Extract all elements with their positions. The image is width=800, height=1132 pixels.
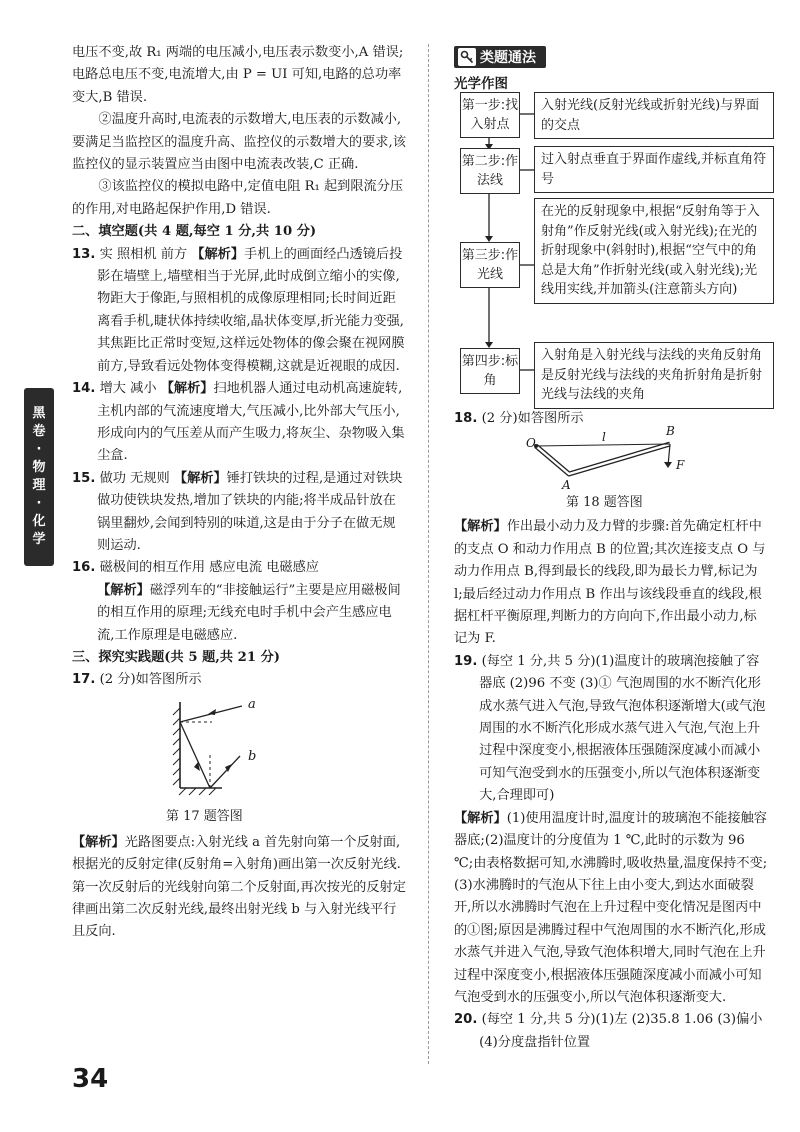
fig17-caption: 第 17 题答图 <box>166 808 243 824</box>
step-1-desc: 入射光线(反射光线或折射光线)与界面的交点 <box>534 92 774 139</box>
analysis-text: 锤打铁块的过程,是通过对铁块做功使铁块发热,增加了铁块的内能;将半成品针放在锅里翻炒,会闻到特别的味道,这是由于分子在做无规则运动. <box>97 470 403 553</box>
analysis-text: 光路图要点:入射光线 a 首先射向第一个反射面,根据光的反射定律(反射角=入射角)画出第一次反射光线. 第一次反射后的光线射向第二个反射面,再次按光的反射定律画出第二次反射光线,最终出射光线 b 与入射光线平行且反向. <box>72 834 406 940</box>
question-18-analysis <box>454 516 768 650</box>
mirror-vertical-hatching <box>173 708 180 785</box>
analysis-text: 手机上的画面经凸透镜后投影在墙壁上,墙壁相当于光屏,此时成倒立缩小的实像,物距大于像距,与照相机的成像原理相同;长时间近距离看手机,睫状体持续收缩,晶状体变厚,折光能力变强,其焦距比正常时变短,这样远处物体的像会聚在视网膜前方,导致看远处物体变得模糊,这就是近视眼的成因. <box>97 246 405 374</box>
step-3-label: 第三步:作光线 <box>460 242 520 288</box>
question-19-analysis <box>454 808 768 1010</box>
method-header <box>454 46 546 68</box>
question-number: 13. <box>72 246 96 262</box>
fig18-label-f: F <box>676 458 685 473</box>
figure-17-diagram <box>72 692 406 810</box>
question-number: 16. <box>72 560 96 576</box>
fig18-label-a: A <box>562 478 571 493</box>
question-18 <box>454 408 768 430</box>
analysis-tag: 【解析】 <box>72 834 125 850</box>
analysis-tag: 【解析】 <box>454 810 507 826</box>
section-heading-inquiry: 三、探究实践题(共 5 题,共 21 分) <box>72 649 281 665</box>
incident-ray-arrow <box>208 709 216 715</box>
paragraph-item-2: ②温度升高时,电流表的示数增大,电压表的示数减小,要满足当监控区的温度升高、监控仪的示数增大的要求,该监控仪的显示装置应当由图中电流表改装,C 正确. <box>72 112 406 173</box>
answer: 做功 无规则 <box>99 470 170 486</box>
fig17-label-a: a <box>248 696 256 712</box>
flowchart <box>454 90 774 410</box>
analysis-text: 扫地机器人通过电动机高速旋转,主机内部的气流速度增大,气压减小,比外部大气压小,形成向内的气压差从而产生吸力,将灰尘、杂物吸入集尘盒. <box>97 381 405 464</box>
question-16-analysis <box>72 580 406 647</box>
step-1-label: 第一步:找入射点 <box>460 92 520 138</box>
step-4-desc: 入射角是入射光线与法线的夹角反射角是反射光线与法线的夹角折射角是折射光线与法线的夹角 <box>534 342 774 409</box>
right-column <box>454 408 768 1054</box>
question-number: 18. <box>454 411 478 426</box>
fig18-label-o: O <box>526 436 536 451</box>
question-17-analysis <box>72 832 406 944</box>
step-3-desc: 在光的反射现象中,根据“反射角等于入射角”作反射光线(或入射光线);在光的折射现象中(斜射时),根据“空气中的角总是大角”作折射光线(或入射光线);光线用实线,并加箭头(注意箭头方向) <box>534 198 774 304</box>
force-f-arrow <box>664 462 672 468</box>
analysis-text: (1)使用温度计时,温度计的玻璃泡不能接触容器底;(2)温度计的分度值为 1 ℃,此时的示数为 96 ℃;由表格数据可知,水沸腾时,吸收热量,温度保持不变;(3)水沸腾时的气泡从下往上由小变大,到达水面破裂开,所以水沸腾时气泡在上升过程中变化情况是图丙中的①图;原因是沸腾过程中气泡周围的水不断汽化,形成水蒸气并进入气泡,导致气泡体积增大,同时气泡在上升过程中深度变小,根据液体压强随深度减小而减小可知气泡受到水的压强变小,所以气泡体积逐渐变大. <box>454 810 768 1005</box>
answer: (2 分)如答图所示 <box>481 411 584 426</box>
step-2-desc: 过入射点垂直于界面作虚线,并标直角符号 <box>534 146 774 193</box>
outgoing-ray-b <box>210 756 240 788</box>
analysis-tag: 【解析】 <box>97 582 150 598</box>
answer: (每空 1 分,共 5 分)(1)左 (2)35.8 1.06 (3)偏小 (4)分度盘指针位置 <box>479 1012 763 1050</box>
first-reflected-ray <box>180 722 210 788</box>
side-tab-char: 学 <box>32 532 46 547</box>
question-19 <box>454 651 768 808</box>
question-15 <box>72 468 406 558</box>
analysis-tag: 【解析】 <box>173 470 227 486</box>
step-2-label: 第二步:作法线 <box>460 148 520 194</box>
mirror-horizontal-hatching <box>179 788 216 795</box>
answer: 磁极间的相互作用 感应电流 电磁感应 <box>99 560 319 576</box>
paragraph-item-3: ③该监控仪的模拟电路中,定值电阻 R₁ 起到限流分压的作用,对电路起保护作用,D 错误. <box>72 179 404 217</box>
method-subtitle: 光学作图 <box>454 76 508 92</box>
answer: (每空 1 分,共 5 分)(1)温度计的玻璃泡接触了容器底 (2)96 不变 (3)① 气泡周围的水不断汽化形成水蒸气进入气泡,导致气泡体积逐渐增大(或气泡周围的水不断汽化形成水蒸气进入气泡,气泡上升过程中深度变小,根据液体压强随深度减小而减小可知气泡受到水的压强变小,所以气泡体积逐渐变大,合理即可) <box>479 653 766 804</box>
question-14 <box>72 378 406 468</box>
key-icon <box>458 48 476 66</box>
side-tab-char: 黑 <box>32 406 46 421</box>
paragraph-continuation: 电压不变,故 R₁ 两端的电压减小,电压表示数变小,A 错误;电路总电压不变,电流增大,由 P = UI 可知,电路的总功率变大,B 错误. <box>72 45 404 105</box>
figure-17 <box>72 692 406 832</box>
method-title: 类题通法 <box>480 50 536 66</box>
analysis-tag: 【解析】 <box>454 519 507 535</box>
question-number: 19. <box>454 653 478 669</box>
answer: 实 照相机 前方 <box>99 246 188 262</box>
side-tab <box>24 388 54 566</box>
question-number: 17. <box>72 672 96 688</box>
question-16 <box>72 557 406 579</box>
question-number: 15. <box>72 470 96 486</box>
side-tab-char: · <box>36 496 42 511</box>
section-heading-fill-in: 二、填空题(共 4 题,每空 1 分,共 10 分) <box>72 224 317 240</box>
page-number: 34 <box>72 1064 109 1094</box>
fig18-label-l: l <box>602 430 606 445</box>
lever-bar <box>536 444 670 474</box>
question-17 <box>72 669 406 691</box>
question-20 <box>454 1009 768 1054</box>
left-column <box>72 42 406 944</box>
figure-18 <box>454 424 768 516</box>
analysis-text: 作出最小动力及力臂的步骤:首先确定杠杆中的支点 O 和动力作用点 B 的位置;其次连接支点 O 与动力作用点 B,得到最长的线段,即为最长力臂,标记为 l;最后经过动力作用点 B 作出与该线段垂直的线段,根据杠杆平衡原理,判断力的方向向下,作出最小动力,标记为 F. <box>454 519 766 647</box>
analysis-tag: 【解析】 <box>191 246 245 262</box>
question-number: 14. <box>72 381 96 397</box>
side-tab-char: · <box>36 442 42 457</box>
fig18-label-b: B <box>666 424 675 439</box>
side-tab-char: 卷 <box>32 424 46 439</box>
question-number: 20. <box>454 1012 478 1028</box>
step-4-label: 第四步:标角 <box>460 348 520 394</box>
fig18-caption: 第 18 题答图 <box>566 495 643 511</box>
analysis-tag: 【解析】 <box>160 381 214 397</box>
answer: (2 分)如答图所示 <box>99 672 202 688</box>
side-tab-char: 化 <box>32 514 46 529</box>
side-tab-char: 理 <box>32 478 46 493</box>
analysis-text: 磁浮列车的“非接触运行”主要是应用磁极间的相互作用的原理;无线充电时手机中会产生感应电流,工作原理是电磁感应. <box>97 582 401 643</box>
figure-18-diagram <box>454 430 768 496</box>
column-divider <box>428 44 429 1064</box>
fig17-label-b: b <box>248 748 257 764</box>
question-13 <box>72 244 406 378</box>
answer: 增大 减小 <box>99 381 157 397</box>
side-tab-char: 物 <box>32 460 46 475</box>
